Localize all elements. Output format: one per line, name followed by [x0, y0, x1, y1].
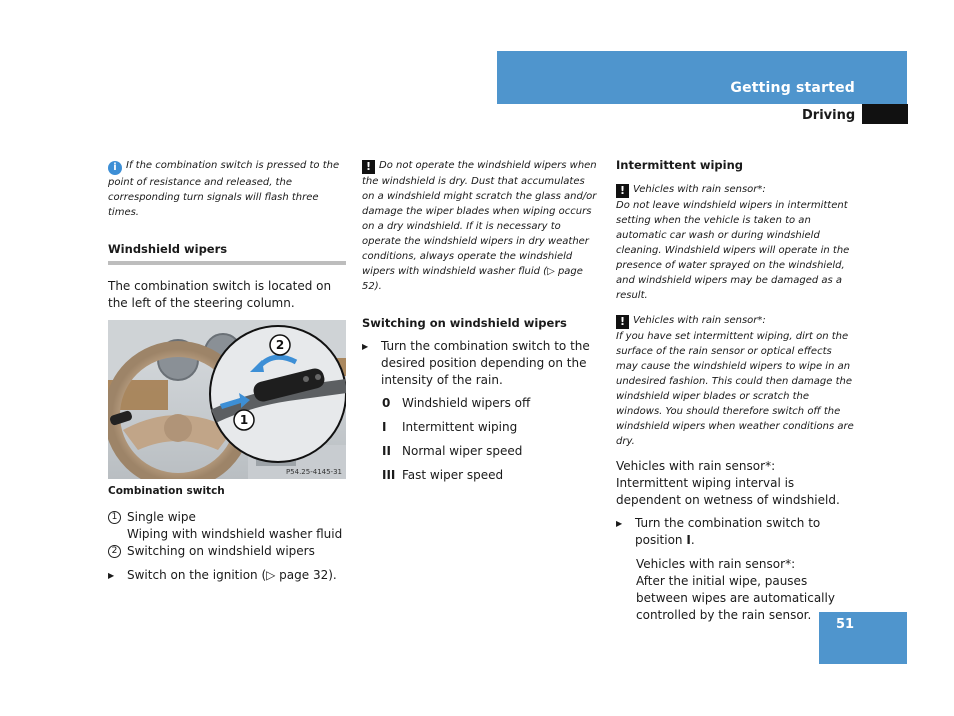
warning-icon: !: [616, 315, 629, 329]
position-label: Windshield wipers off: [402, 396, 531, 410]
subsection-title: Driving: [802, 108, 856, 123]
wiper-position-row: [382, 395, 600, 412]
legend-line: Wiping with windshield washer fluid: [127, 527, 343, 541]
warning-note-car-wash: [616, 182, 856, 303]
legend-number-badge: 1: [108, 511, 121, 524]
combination-switch-illustration: [108, 320, 346, 479]
warning-icon: !: [616, 184, 629, 198]
figure-caption: Combination switch: [108, 485, 225, 497]
page-number: 51: [836, 617, 855, 632]
step-instruction: [616, 515, 856, 549]
warning-note-dirt: [616, 313, 856, 449]
warning-lead: Vehicles with rain sensor*:: [633, 315, 766, 326]
legend-line: Switching on windshield wipers: [127, 544, 315, 558]
legend-line: Single wipe: [127, 510, 196, 524]
warning-note-text: Do not operate the windshield wipers when the windshield is dry. Dust that accumulates on a windshield might scratch the glass and/or damage the wiper blades when wiping occurs on a dry windshield. If it is necessary to operate the windshield wipers in dry weather conditions, always operate the windshield wipers with windshield washer fluid (▷ page 52).: [362, 160, 597, 292]
warning-icon: !: [362, 160, 375, 174]
step-instruction: [362, 338, 600, 389]
position-key: I: [686, 533, 691, 547]
page-number-box: [819, 612, 907, 664]
wiper-position-row: [382, 419, 600, 436]
legend-item: [108, 543, 346, 560]
wiper-position-row: [382, 443, 600, 460]
warning-note-text: Do not leave windshield wipers in intermittent setting when the vehicle is taken to an automatic car wash or during windshield cleaning. Windshield wipers will operate in the presence of water sprayed on the windshield, and windshield wipers may be damaged as a result.: [616, 200, 850, 301]
callout-1-label: 1: [239, 413, 249, 427]
step-arrow-icon: ▶: [362, 342, 369, 351]
step-text: Turn the combination switch to position I.: [635, 516, 821, 547]
warning-note-text: If you have set intermittent wiping, dirt on the surface of the rain sensor or optical effects may cause the windshield wipers to wipe in an undesired fashion. This could then damage the windshield wiper blades or scratch the windows. You should therefore switch off the windshield wipers when weather conditions are dry.: [616, 331, 854, 447]
warning-note: [362, 158, 600, 294]
paragraph-lead: Vehicles with rain sensor*:: [636, 557, 796, 571]
intermittent-wiping-heading: Intermittent wiping: [616, 158, 743, 172]
column-middle: [362, 158, 600, 484]
figure-code: P54.25-4145-31: [285, 468, 342, 476]
intro-text: The combination switch is located on the left of the steering column.: [108, 279, 332, 310]
column-right: [616, 158, 856, 624]
wiper-positions-list: [362, 395, 600, 484]
step-text: Switch on the ignition (▷ page 32).: [127, 568, 337, 582]
combination-switch-figure: [108, 320, 346, 479]
step-text: Turn the combination switch to the desired position depending on the intensity of the rain.: [381, 339, 590, 387]
position-label: Intermittent wiping: [402, 420, 518, 434]
paragraph-text: Intermittent wiping interval is dependent on wetness of windshield.: [616, 476, 840, 507]
legend-number-badge: 2: [108, 545, 121, 558]
wiper-position-row: [382, 467, 600, 484]
section-tab-marker: [862, 104, 908, 124]
section-title: Getting started: [730, 80, 855, 96]
rain-sensor-paragraph: [616, 458, 856, 509]
windshield-wipers-heading: Windshield wipers: [108, 242, 346, 265]
column-left: [108, 158, 346, 584]
warning-lead: Vehicles with rain sensor*:: [633, 184, 766, 195]
step-instruction: [108, 567, 346, 584]
step-arrow-icon: ▶: [108, 571, 115, 580]
paragraph-lead: Vehicles with rain sensor*:: [616, 459, 776, 473]
info-note-text: If the combination switch is pressed to the point of resistance and released, the corresponding turn signals will flash three times.: [108, 160, 340, 218]
legend-list: [108, 509, 346, 560]
switching-on-heading: Switching on windshield wipers: [362, 316, 567, 330]
position-key: III: [382, 468, 396, 482]
header-band: [497, 51, 907, 104]
position-key: 0: [382, 396, 391, 410]
info-note: [108, 158, 346, 220]
callout-2-label: 2: [275, 338, 285, 352]
paragraph-text: After the initial wipe, pauses between wipes are automatically controlled by the rain sensor.: [636, 574, 835, 622]
position-key: II: [382, 444, 391, 458]
info-icon: i: [108, 161, 122, 175]
position-key: I: [382, 420, 387, 434]
position-label: Normal wiper speed: [402, 444, 523, 458]
legend-item: [108, 509, 346, 543]
position-label: Fast wiper speed: [402, 468, 504, 482]
step-arrow-icon: ▶: [616, 519, 623, 528]
